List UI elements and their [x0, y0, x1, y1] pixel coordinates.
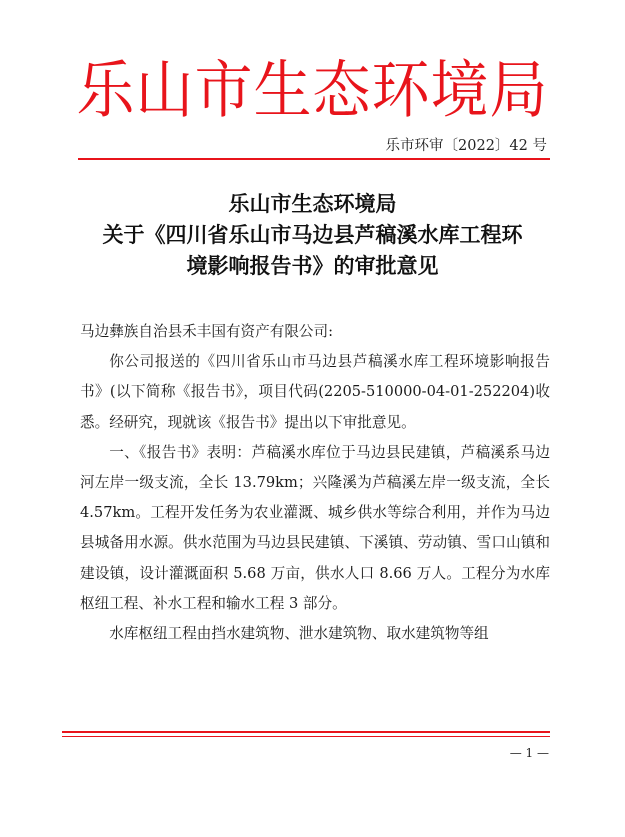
- body-paragraph: 你公司报送的《四川省乐山市马边县芦稿溪水库工程环境影响报告书》(以下简称《报告书》，项目代码(2205-510000-04-01-252204)收悉。经研究，现就该《报告书》提出以下审批意见。: [80, 353, 550, 431]
- document-number: 乐市环审〔2022〕42 号: [385, 138, 547, 154]
- document-title: [60, 188, 565, 281]
- footer-red-line-thin: [62, 736, 550, 737]
- addressee: 马边彝族自治县禾丰国有资产有限公司:: [80, 323, 334, 340]
- red-divider-line: [78, 158, 550, 160]
- page-number: — 1 —: [509, 746, 549, 760]
- masthead-title: 乐山市生态环境局: [76, 53, 549, 127]
- body-paragraph: 水库枢纽工程由挡水建筑物、泄水建筑物、取水建筑物等组: [109, 625, 489, 643]
- document-body: [80, 317, 550, 649]
- title-line: 乐山市生态环境局: [228, 191, 397, 216]
- footer-red-line: [62, 731, 550, 733]
- title-line: 关于《四川省乐山市马边县芦稿溪水库工程环: [102, 222, 523, 247]
- title-line: 境影响报告书》的审批意见: [186, 253, 439, 278]
- body-paragraph: 一、《报告书》表明：芦稿溪水库位于马边县民建镇，芦稿溪系马边河左岸一级支流，全长 13.79km；兴隆溪为芦稿溪左岸一级支流，全长 4.57km。工程开发任务为农业灌溉、城乡供水等综合利用，并作为马边县城备用水源。供水范围为马边县民建镇、下溪镇、劳动镇、雪口山镇和建设镇，设计灌溉面积 5.68 万亩，供水人口 8.66 万人。工程分为水库枢纽工程、补水工程和输水工程 3 部分。: [80, 443, 550, 612]
